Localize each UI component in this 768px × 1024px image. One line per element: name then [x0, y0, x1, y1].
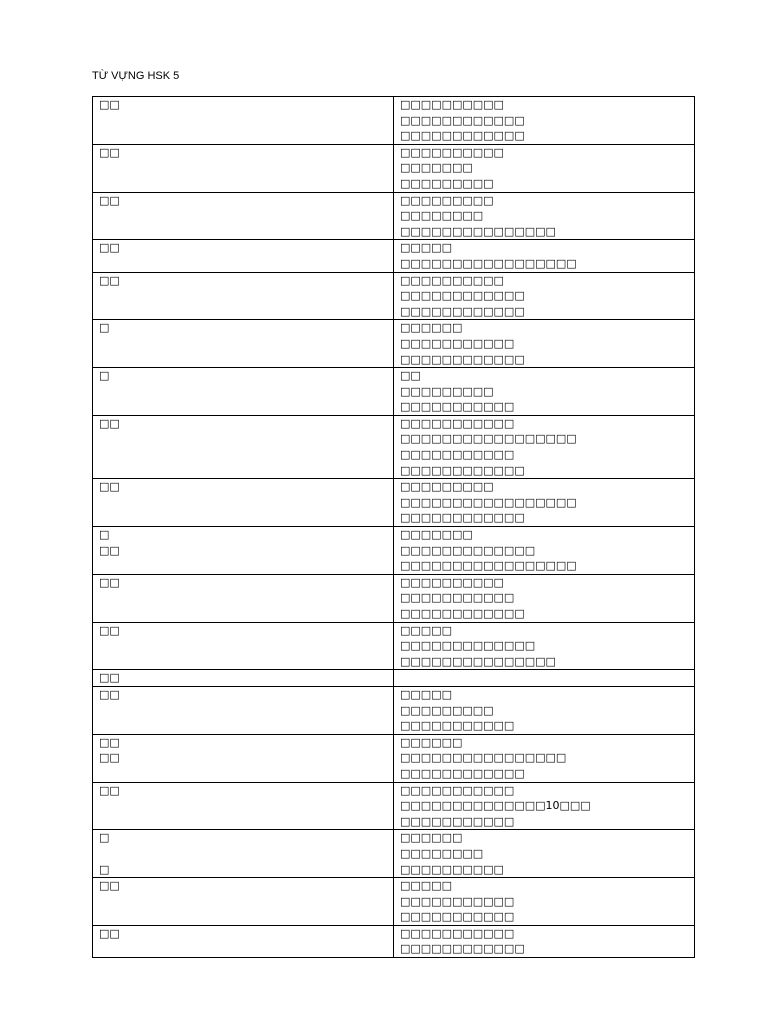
- vocab-word-line: □□: [99, 671, 120, 685]
- vocab-meaning-cell: [394, 830, 695, 878]
- vocab-meaning-line: □□□□□□□□□□□□□□□□: [400, 751, 567, 765]
- vocab-word-cell: [93, 97, 394, 145]
- vocab-word-line: □□: [99, 273, 120, 287]
- vocab-word-cell: [93, 830, 394, 878]
- vocab-meaning-cell: [394, 734, 695, 782]
- vocab-meaning-line: □□□□□□□□□: [400, 480, 494, 494]
- vocab-meaning-line: □□□□□□□□□□□□□□□: [400, 654, 556, 668]
- vocab-meaning-line: □□□□□□□□□□: [400, 575, 504, 589]
- vocab-meaning-cell: [394, 144, 695, 192]
- vocab-word-line: □□: [99, 735, 120, 749]
- vocab-word-line: □: [99, 528, 110, 542]
- vocab-meaning-line: □□□□□□□□□□□□: [400, 511, 525, 525]
- vocab-word-cell: [93, 368, 394, 416]
- vocab-word-cell: [93, 622, 394, 670]
- vocab-meaning-line: □□□□□□□□□□□□: [400, 766, 525, 780]
- vocab-word-cell: [93, 686, 394, 734]
- vocab-meaning-line: □□: [400, 369, 421, 383]
- vocab-meaning-line: □□□□□□□□□: [400, 703, 494, 717]
- vocab-meaning-line: □□□□□□□□□□□□□□□: [400, 224, 556, 238]
- vocab-meaning-line: □□□□□: [400, 879, 452, 893]
- vocab-row: [93, 240, 695, 272]
- vocab-word-line: □□: [99, 241, 120, 255]
- vocab-word-line: □□: [99, 543, 120, 557]
- vocab-meaning-line: □□□□□□□□□□□: [400, 448, 515, 462]
- vocab-word-line: □□: [99, 480, 120, 494]
- vocab-row: [93, 670, 695, 687]
- vocab-row: [93, 574, 695, 622]
- vocab-meaning-line: □□□□□□□□□□□□: [400, 129, 525, 143]
- vocab-meaning-line: □□□□□: [400, 623, 452, 637]
- vocab-meaning-line: □□□□□□□□□□: [400, 862, 504, 876]
- vocab-meaning-cell: [394, 782, 695, 830]
- vocab-word-cell: [93, 670, 394, 687]
- vocab-row: [93, 527, 695, 575]
- vocab-word-cell: [93, 415, 394, 478]
- vocab-meaning-line: □□□□□: [400, 687, 452, 701]
- vocab-meaning-line: □□□□□□□□□□□: [400, 910, 515, 924]
- vocab-word-line: □: [99, 862, 110, 876]
- vocabulary-table: [92, 96, 695, 958]
- vocab-meaning-line: □□□□□□□□□□□: [400, 814, 515, 828]
- vocab-row: [93, 622, 695, 670]
- vocab-meaning-line: □□□□□□□□□□□□: [400, 463, 525, 477]
- vocab-word-line: □□: [99, 145, 120, 159]
- vocab-meaning-line: □□□□□□□□□□□□: [400, 942, 525, 956]
- vocab-meaning-line: □□□□□□□□□□□: [400, 783, 515, 797]
- vocab-word-cell: [93, 925, 394, 957]
- vocab-meaning-line: □□□□□□□□□□□: [400, 400, 515, 414]
- vocab-row: [93, 272, 695, 320]
- document-title: TỪ VỰNG HSK 5: [92, 70, 180, 82]
- vocab-meaning-cell: [394, 320, 695, 368]
- vocab-meaning-line: □□□□□□□□□□: [400, 98, 504, 111]
- vocab-word-cell: [93, 240, 394, 272]
- vocab-meaning-line: □□□□□□: [400, 831, 463, 845]
- vocab-meaning-line: □□□□□□□□□□□□□: [400, 543, 536, 557]
- vocab-row: [93, 320, 695, 368]
- vocab-meaning-cell: [394, 878, 695, 926]
- vocab-meaning-line: □□□□□□□□□□□□□□10□□□: [400, 799, 591, 813]
- vocab-meaning-line: □□□□□□□: [400, 528, 473, 542]
- vocab-word-cell: [93, 192, 394, 240]
- vocab-word-cell: [93, 574, 394, 622]
- vocab-word-line: □□: [99, 926, 120, 940]
- vocab-word-cell: [93, 527, 394, 575]
- vocab-row: [93, 144, 695, 192]
- vocab-word-line: □□: [99, 575, 120, 589]
- vocab-word-line: □□: [99, 879, 120, 893]
- vocab-meaning-cell: [394, 192, 695, 240]
- vocab-meaning-cell: [394, 97, 695, 145]
- vocab-meaning-line: □□□□□□□□□□□: [400, 926, 515, 940]
- vocab-meaning-line: □□□□□□□□□: [400, 193, 494, 207]
- vocab-meaning-line: □□□□□□□□□: [400, 176, 494, 190]
- vocab-meaning-cell: [394, 686, 695, 734]
- vocab-word-line: □: [99, 321, 110, 335]
- vocab-meaning-cell: [394, 368, 695, 416]
- vocab-meaning-cell: [394, 670, 695, 687]
- vocab-row: [93, 97, 695, 145]
- vocab-meaning-line: □□□□□□□□□□: [400, 273, 504, 287]
- vocab-row: [93, 782, 695, 830]
- vocab-meaning-line: □□□□□□□□□□: [400, 145, 504, 159]
- vocab-word-line: □□: [99, 783, 120, 797]
- vocab-meaning-line: □□□□□□□□□□□□□□□□□: [400, 432, 577, 446]
- vocab-meaning-line: □□□□□□□□□□□□: [400, 289, 525, 303]
- vocab-meaning-line: □□□□□□□□□□□□: [400, 304, 525, 318]
- vocab-word-cell: [93, 734, 394, 782]
- vocab-meaning-line: □□□□□□□: [400, 161, 473, 175]
- vocab-meaning-line: □□□□□□□□□□□□: [400, 607, 525, 620]
- vocab-meaning-cell: [394, 574, 695, 622]
- vocab-meaning-line: □□□□□□□□□: [400, 384, 494, 398]
- vocab-row: [93, 368, 695, 416]
- vocab-meaning-cell: [394, 240, 695, 272]
- vocab-word-line: □□: [99, 416, 120, 430]
- vocab-word-cell: [93, 320, 394, 368]
- vocab-meaning-line: □□□□□□□□□□□□□□□□□: [400, 495, 577, 509]
- vocab-meaning-line: □□□□□□□□□□□: [400, 591, 515, 605]
- vocab-meaning-cell: [394, 925, 695, 957]
- vocab-meaning-line: □□□□□□□□: [400, 209, 484, 223]
- vocab-meaning-cell: [394, 272, 695, 320]
- vocab-meaning-line: □□□□□□: [400, 735, 463, 749]
- vocabulary-table-body: [93, 97, 695, 958]
- vocab-row: [93, 734, 695, 782]
- vocab-meaning-line: □□□□□: [400, 241, 452, 255]
- vocab-word-cell: [93, 272, 394, 320]
- vocab-word-line: □□: [99, 751, 120, 765]
- vocab-meaning-empty: [400, 670, 689, 686]
- vocab-meaning-cell: [394, 527, 695, 575]
- vocab-word-line: □□: [99, 193, 120, 207]
- vocab-meaning-cell: [394, 415, 695, 478]
- vocab-row: [93, 878, 695, 926]
- vocab-meaning-line: □□□□□□□□□□□□□: [400, 639, 536, 653]
- vocab-row: [93, 415, 695, 478]
- vocab-meaning-line: □□□□□□□□□□□: [400, 336, 515, 350]
- vocab-meaning-line: □□□□□□□□□□□: [400, 719, 515, 733]
- vocab-word-line: □: [99, 369, 110, 383]
- vocab-meaning-line: □□□□□□□□□□□: [400, 416, 515, 430]
- vocab-word-line: □□: [99, 687, 120, 701]
- vocab-meaning-line: □□□□□□□□□□□□□□□□□: [400, 256, 577, 270]
- vocab-word-line: [99, 846, 388, 862]
- vocab-word-cell: [93, 782, 394, 830]
- vocab-word-cell: [93, 878, 394, 926]
- vocab-row: [93, 830, 695, 878]
- vocab-meaning-line: □□□□□□□□□□□□: [400, 113, 525, 127]
- vocab-meaning-line: □□□□□□□□□□□□: [400, 352, 525, 366]
- vocab-meaning-line: □□□□□□□□□□□: [400, 894, 515, 908]
- vocab-row: [93, 925, 695, 957]
- vocab-word-cell: [93, 479, 394, 527]
- vocab-row: [93, 192, 695, 240]
- vocab-word-line: □□: [99, 623, 120, 637]
- vocab-row: [93, 479, 695, 527]
- vocab-meaning-line: □□□□□□: [400, 321, 463, 335]
- vocab-row: [93, 686, 695, 734]
- vocab-word-line: □□: [99, 98, 120, 111]
- vocab-meaning-line: □□□□□□□□□□□□□□□□□: [400, 559, 577, 573]
- vocab-word-cell: [93, 144, 394, 192]
- vocab-meaning-cell: [394, 622, 695, 670]
- vocab-meaning-cell: [394, 479, 695, 527]
- vocab-meaning-line: □□□□□□□□: [400, 846, 484, 860]
- vocab-word-line: □: [99, 831, 110, 845]
